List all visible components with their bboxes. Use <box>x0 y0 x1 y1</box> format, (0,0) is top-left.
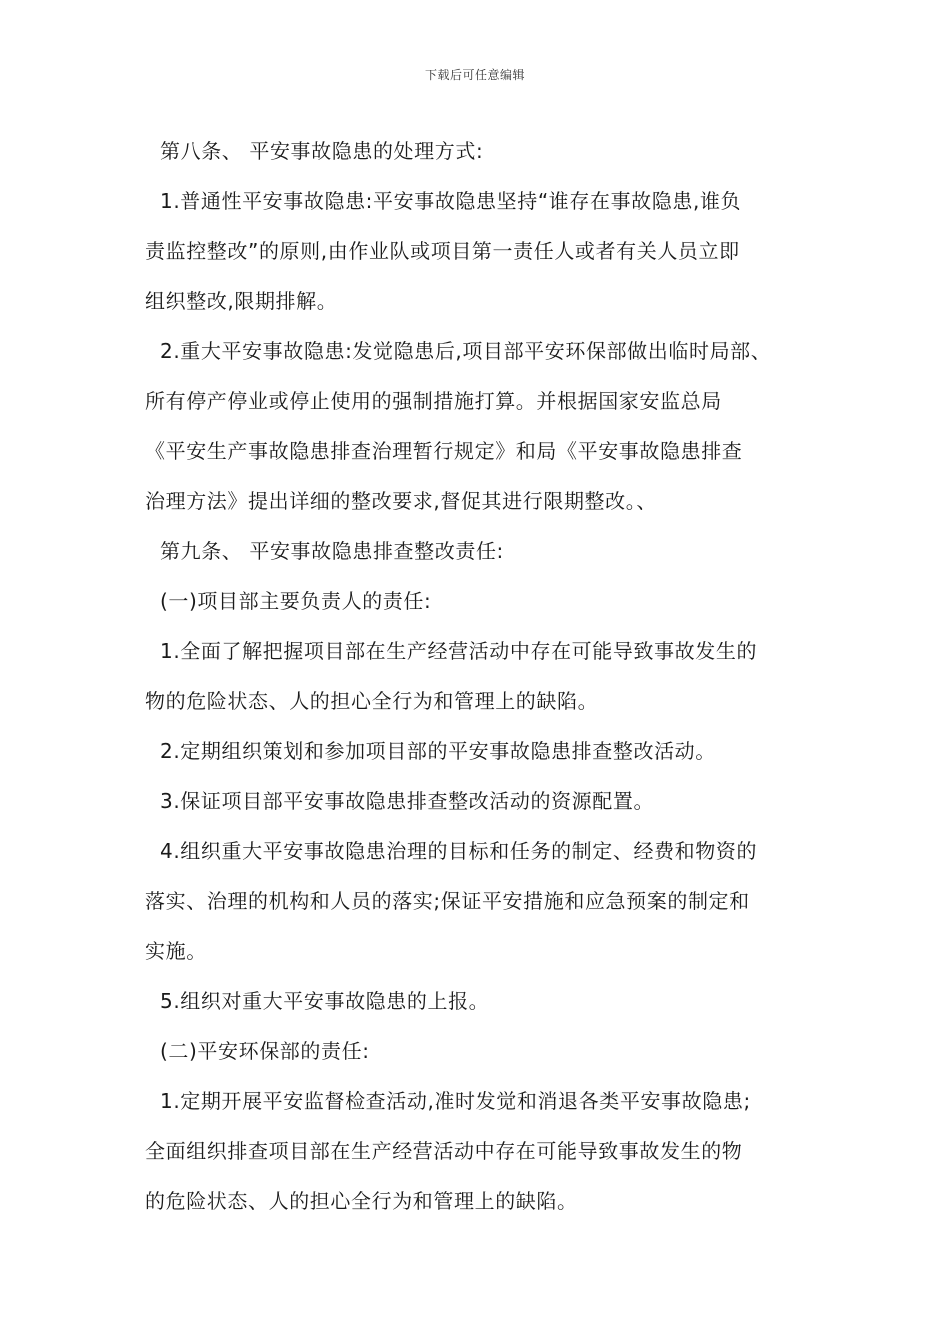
page-header: 下载后可任意编辑 <box>424 68 525 82</box>
text-line: 落实、治理的机构和人员的落实;保证平安措施和应急预案的制定和 <box>145 889 750 913</box>
text-line: 《平安生产事故隐患排查治理暂行规定》和局《平安事故隐患排查 <box>145 439 743 463</box>
text-line: 5.组织对重大平安事故隐患的上报。 <box>160 989 490 1013</box>
text-line: 1.普通性平安事故隐患:平安事故隐患坚持“谁存在事故隐患,谁负 <box>160 189 742 213</box>
text-line: 第九条、 平安事故隐患排查整改责任: <box>160 539 504 563</box>
text-line: 1.全面了解把握项目部在生产经营活动中存在可能导致事故发生的 <box>160 639 758 663</box>
text-line: 所有停产停业或停止使用的强制措施打算。并根据国家安监总局 <box>145 389 722 413</box>
text-line: 责监控整改”的原则,由作业队或项目第一责任人或者有关人员立即 <box>145 239 740 263</box>
text-line: 3.保证项目部平安事故隐患排查整改活动的资源配置。 <box>160 789 655 813</box>
text-line: 2.定期组织策划和参加项目部的平安事故隐患排查整改活动。 <box>160 739 716 763</box>
text-line: 全面组织排查项目部在生产经营活动中存在可能导致事故发生的物 <box>145 1139 743 1163</box>
text-line: (二)平安环保部的责任: <box>160 1039 370 1063</box>
text-line: 4.组织重大平安事故隐患治理的目标和任务的制定、经费和物资的 <box>160 839 758 863</box>
text-line: 组织整改,限期排解。 <box>145 289 338 313</box>
text-line: (一)项目部主要负责人的责任: <box>160 589 432 613</box>
document-body <box>145 126 815 1226</box>
text-line: 2.重大平安事故隐患:发觉隐患后,项目部平安环保部做出临时局部、 <box>160 339 772 363</box>
text-line: 第八条、 平安事故隐患的处理方式: <box>160 139 484 163</box>
text-line: 1.定期开展平安监督检查活动,准时发觉和消退各类平安事故隐患; <box>160 1089 751 1113</box>
text-line: 治理方法》提出详细的整改要求,督促其进行限期整改。、 <box>145 489 657 513</box>
text-line: 的危险状态、人的担心全行为和管理上的缺陷。 <box>145 1189 578 1213</box>
text-line: 实施。 <box>145 939 207 963</box>
text-line: 物的危险状态、人的担心全行为和管理上的缺陷。 <box>145 689 599 713</box>
